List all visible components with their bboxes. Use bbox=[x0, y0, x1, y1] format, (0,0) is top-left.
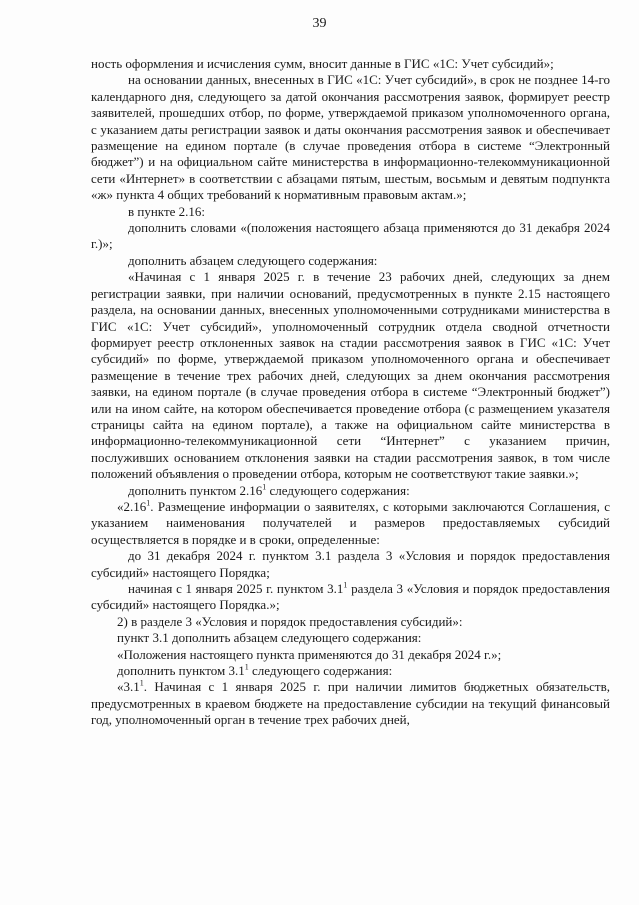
paragraph-14-text: дополнить пунктом 3.1 bbox=[117, 663, 245, 679]
paragraph-3: в пункте 2.16: bbox=[128, 203, 206, 219]
paragraph-14-superscript: 1 bbox=[244, 662, 249, 672]
paragraph-6: «Начиная с 1 января 2025 г. в течение 23 рабочих дней, следующих за днем регистрации заявки, при наличии оснований, предусмотренных в пункте 2.15 настоящего раздела, на основании данных, внесенных уполномоченными сотрудниками министерства в ГИС «1С: Учет субсидий», уполномоченный сотрудник отдела сводной отчетности формирует реестр отклоненных заявок на стадии рассмотрения заявок в ГИС «1С: Учет субсидий» по форме, утверждаемой приказом уполномоченного органа и обеспечивает размещение в течение трех рабочих дней, следующих за днем окончания рассмотрения заявки, на едином портале (в случае проведения отбора в системе “Электронный бюджет”) или на ином сайте, на котором обеспечивается проведение отбора (с размещением указателя страницы сайта на едином портале), а также на официальном сайте министерства в информационно-телекоммуникационной сети “Интернет” с указанием причин, послуживших основанием отклонения заявки на стадии рассмотрения заявок, в том числе положений объявления о проведении отбора, которым не соответствуют такие заявки.»; bbox=[91, 269, 610, 482]
paragraph-14 bbox=[91, 663, 610, 679]
paragraph-7-text-tail: следующего содержания: bbox=[266, 482, 410, 498]
paragraph-15-text-tail: . Начиная с 1 января 2025 г. при наличии лимитов бюджетных обязательств, предусмотренных в краевом бюджете на предоставление субсидии на текущий финансовый год, уполномоченный орган в течение трех рабочих дней, bbox=[91, 679, 610, 728]
paragraph-4: дополнить словами «(положения настоящего абзаца применяются до 31 декабря 2024 г.)»; bbox=[91, 220, 610, 252]
paragraph-8-text: «2.16 bbox=[117, 498, 147, 514]
paragraph-15-text: «3.1 bbox=[117, 679, 140, 695]
paragraph-8-text-tail: . Размещение информации о заявителях, с которыми заключаются Соглашения, с указанием наименования получателей и размеров предоставляемых субсидий осуществляется в порядке и в сроки, определенные: bbox=[91, 498, 610, 547]
paragraph-7-superscript: 1 bbox=[262, 482, 267, 492]
paragraph-2: на основании данных, внесенных в ГИС «1С: Учет субсидий», в срок не позднее 14-го календарного дня, следующего за датой окончания рассмотрения заявок, формирует реестр заявителей, прошедших отбор, по форме, утверждаемой приказом уполномоченного органа, с указанием даты регистрации заявок и даты окончания рассмотрения заявок и обеспечивает размещение на едином портале (в случае проведения отбора в системе “Электронный бюджет”) и на официальном сайте министерства в информационно-телекоммуникационной сети «Интернет» в соответствии с абзацами пятым, шестым, восьмым и девятым подпункта «ж» пункта 4 общих требований к нормативным правовым актам.»; bbox=[91, 72, 610, 203]
paragraph-7-text: дополнить пунктом 2.16 bbox=[128, 482, 263, 498]
paragraph-10-superscript: 1 bbox=[343, 580, 348, 590]
paragraph-10-text: начиная с 1 января 2025 г. пунктом 3.1 bbox=[128, 581, 344, 596]
paragraph-8-superscript: 1 bbox=[146, 498, 151, 508]
paragraph-13: «Положения настоящего пункта применяются до 31 декабря 2024 г.»; bbox=[117, 646, 502, 662]
page-number: 39 bbox=[312, 16, 327, 31]
paragraph-10-text-tail: раздела 3 «Условия и порядок предоставления субсидий» настоящего Порядка.»; bbox=[91, 581, 610, 613]
paragraph-8 bbox=[91, 499, 610, 548]
paragraph-7 bbox=[91, 483, 610, 499]
paragraph-14-text-tail: следующего содержания: bbox=[248, 663, 393, 679]
paragraph-1: ность оформления и исчисления сумм, вносит данные в ГИС «1С: Учет субсидий»; bbox=[91, 56, 554, 71]
paragraph-15-superscript: 1 bbox=[139, 679, 144, 689]
paragraph-10 bbox=[91, 581, 610, 614]
paragraph-12: пункт 3.1 дополнить абзацем следующего содержания: bbox=[117, 630, 422, 646]
paragraph-11: 2) в разделе 3 «Условия и порядок предоставления субсидий»: bbox=[117, 613, 463, 629]
paragraph-9: до 31 декабря 2024 г. пунктом 3.1 раздела 3 «Условия и порядок предоставления субсидий» настоящего Порядка; bbox=[91, 548, 610, 580]
document-body bbox=[91, 56, 610, 729]
paragraph-15 bbox=[91, 679, 610, 728]
paragraph-5: дополнить абзацем следующего содержания: bbox=[128, 252, 378, 268]
